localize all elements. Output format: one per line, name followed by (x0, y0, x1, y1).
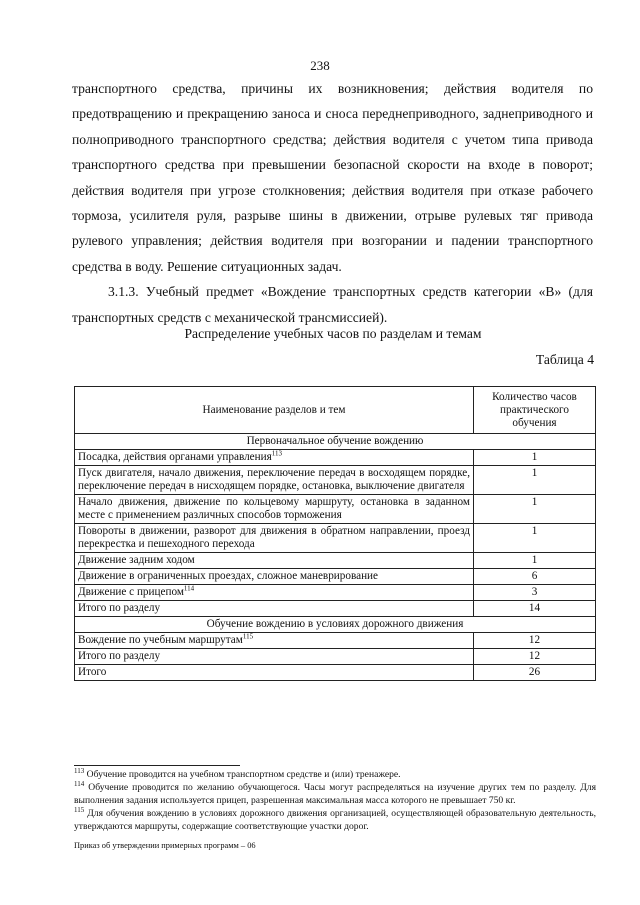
row-hours: 6 (474, 569, 596, 585)
footnotes (74, 766, 597, 834)
total-hours: 26 (474, 665, 596, 681)
row-name: Пуск двигателя, начало движения, переключение передач в восходящем порядке, переключение передач в нисходящем порядке, остановка, выключение двигателя (75, 466, 474, 495)
header-hours: Количество часов практического обучения (474, 387, 596, 434)
footnote: $^{115}$ Для обучения вождению в условиях дорожного движения организацией, осуществляющей образовательную деятельность, утверждаются маршруты, содержащие соответствующие участки дорог. (74, 806, 596, 832)
table-row (75, 524, 596, 553)
footnote: $^{113}$ Обучение проводится на учебном транспортном средстве и (или) тренажере. (74, 766, 401, 780)
row-name: Итого по разделу (75, 649, 474, 665)
section-2-title: Обучение вождению в условиях дорожного движения (75, 617, 596, 633)
row-hours: 3 (474, 585, 596, 601)
table-row (75, 585, 596, 601)
table-header-row (75, 387, 596, 434)
header-name: Наименование разделов и тем (75, 387, 474, 434)
footnote: $^{114}$ Обучение проводится по желанию обучающегося. Часы могут распределяться на изучение других тем по разделу. Для выполнения задания используется прицеп, разрешенная максимальная масса которого не превышает 750 кг. (74, 780, 597, 806)
subtotal-row (75, 601, 596, 617)
subtotal-row (75, 649, 596, 665)
row-name: Вождение по учебным маршрутам$^{115}$ (75, 633, 474, 649)
row-hours: 12 (474, 633, 596, 649)
document-footer: Приказ об утверждении примерных программ – 06 (74, 841, 256, 850)
table-row (75, 495, 596, 524)
section-title-row (75, 617, 596, 633)
row-name: Движение в ограниченных проездах, сложное маневрирование (75, 569, 474, 585)
hours-table (74, 386, 596, 681)
table-row (75, 553, 596, 569)
total-row (75, 665, 596, 681)
row-hours: 1 (474, 495, 596, 524)
row-name: Итого по разделу (75, 601, 474, 617)
row-hours: 1 (474, 450, 596, 466)
table-row (75, 450, 596, 466)
section-title: Распределение учебных часов по разделам и темам (184, 326, 482, 341)
footnote-ref: 114 (183, 584, 195, 593)
footnote-ref: 115 (242, 632, 254, 641)
row-name: Посадка, действия органами управления$^{113}$ (75, 450, 474, 466)
row-hours: 1 (474, 524, 596, 553)
row-name: Повороты в движении, разворот для движения в обратном направлении, проезд перекрестка и пешеходного перехода (75, 524, 474, 553)
page-number: 238 (310, 58, 330, 73)
table-row (75, 633, 596, 649)
row-name: Движение задним ходом (75, 553, 474, 569)
row-hours: 1 (474, 553, 596, 569)
row-hours: 12 (474, 649, 596, 665)
table-row (75, 569, 596, 585)
footnote-ref: 113 (271, 449, 282, 458)
row-hours: 1 (474, 466, 596, 495)
section-1-title: Первоначальное обучение вождению (75, 434, 596, 450)
footnote-divider (74, 765, 240, 766)
row-hours: 14 (474, 601, 596, 617)
total-name: Итого (75, 665, 474, 681)
row-name: Движение с прицепом$^{114}$ (75, 585, 474, 601)
table-row (75, 466, 596, 495)
table-label: Таблица 4 (535, 352, 594, 367)
row-name: Начало движения, движение по кольцевому маршруту, остановка в заданном месте с применением различных способов торможения (75, 495, 474, 524)
section-title-row (75, 434, 596, 450)
paragraph-2: 3.1.3. Учебный предмет «Вождение транспортных средств категории «В» (для транспортных средств с механической трансмиссией). (72, 284, 593, 325)
body-text (72, 76, 593, 330)
paragraph-1: транспортного средства, причины их возникновения; действия водителя по предотвращению и прекращению заноса и сноса переднеприводного, заднеприводного и полноприводного транспортного средства; действия водителя с учетом типа привода транспортного средства при превышении безопасной скорости на входе в поворот; действия водителя при угрозе столкновения; действия водителя при отказе рабочего тормоза, усилителя руля, разрыве шины в движении, отрыве рулевых тяг привода рулевого управления; действия водителя при возгорании и падении транспортного средства в воду. Решение ситуационных задач. (72, 81, 593, 274)
